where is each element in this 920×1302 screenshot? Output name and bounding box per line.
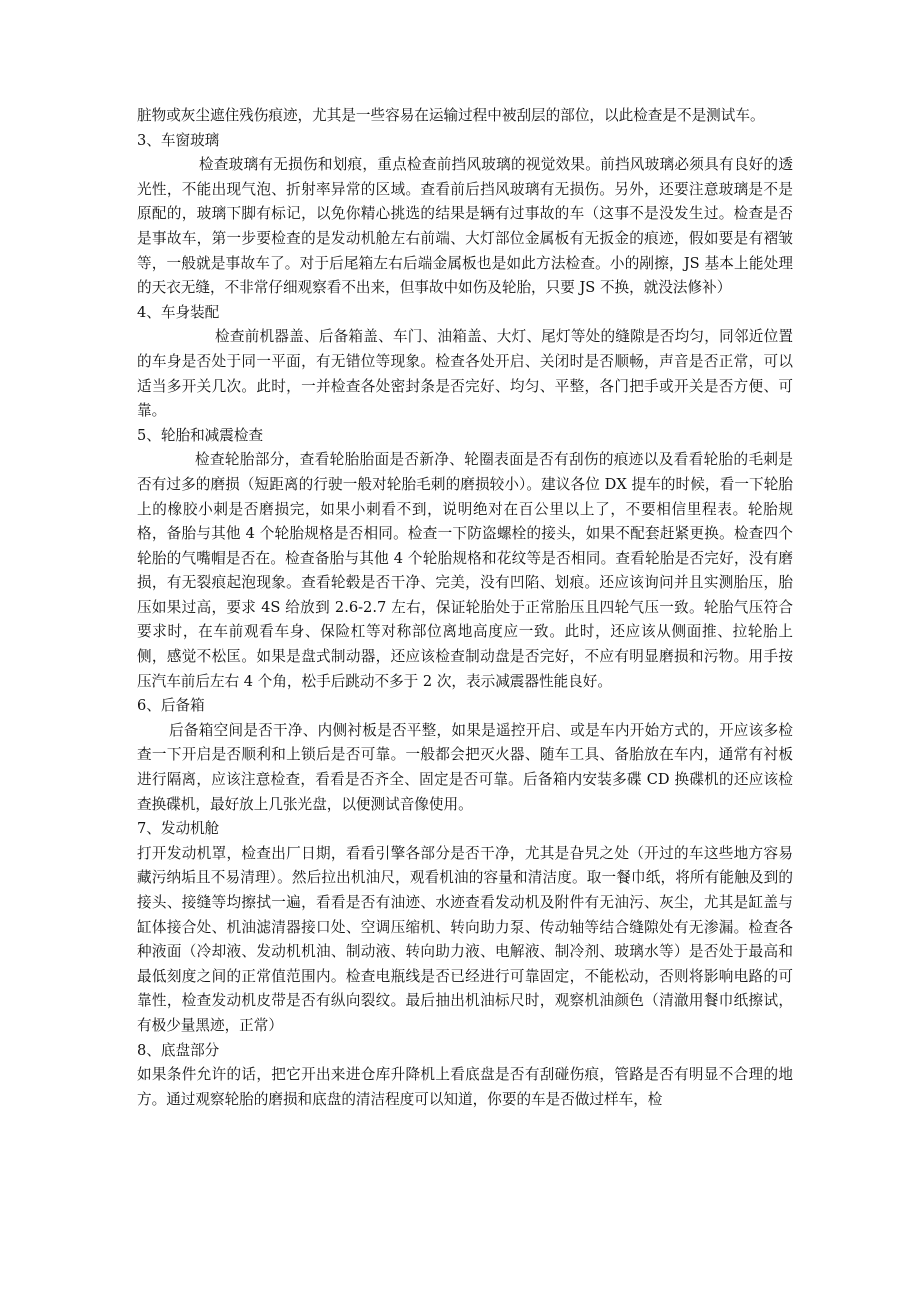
section-heading-engine-bay: 7、发动机舱 [137, 820, 220, 838]
section-body-car-window-glass: 检查玻璃有无损伤和划痕，重点检查前挡风玻璃的视觉效果。前挡风玻璃必须具有良好的透光性，不能出现气泡、折射率异常的区域。查看前后挡风玻璃有无损伤。另外，还要注意玻璃是不是原配的，玻璃下脚有标记，以免你精心挑选的结果是辆有过事故的车（这事不是没发生过。检查是否是事故车，第一步要检查的是发动机舱左右前端、大灯部位金属板有无扳金的痕迹，假如要是有褶皱等，一般就是事故车了。对于后尾箱左右后端金属板也是如此方法检查。小的剐擦，JS 基本上能处理的天衣无缝，不非常仔细观察看不出来，但事故中如伤及轮胎，只要 JS 不换，就没法修补） [137, 156, 793, 297]
document-page [137, 104, 793, 1112]
section-heading-car-window-glass: 3、车窗玻璃 [137, 131, 220, 149]
section-heading-tires-and-shocks: 5、轮胎和减震检查 [137, 426, 264, 444]
intro-paragraph: 脏物或灰尘遮住残伤痕迹，尤其是一些容易在运输过程中被刮层的部位，以此检查是不是测试车。 [137, 107, 765, 124]
section-body-body-assembly: 检查前机器盖、后备箱盖、车门、油箱盖、大灯、尾灯等处的缝隙是否均匀，同邻近位置的车身是否处于同一平面，有无错位等现象。检查各处开启、关闭时是否顺畅，声音是否正常，可以适当多开关几次。此时，一并检查各处密封条是否完好、均匀、平整，各门把手或开关是否方便、可靠。 [137, 328, 793, 420]
section-body-trunk: 后备箱空间是否干净、内侧衬板是否平整，如果是遥控开启、或是车内开始方式的，开应该多检查一下开启是否顺利和上锁后是否可靠。一般都会把灭火器、随车工具、备胎放在车内，通常有衬板进行隔离，应该注意检查，看看是否齐全、固定是否可靠。后备箱内安装多碟 CD 换碟机的还应该检查换碟机，最好放上几张光盘，以便测试音像使用。 [137, 721, 793, 813]
section-body-tires-and-shocks: 检查轮胎部分，查看轮胎胎面是否新净、轮圈表面是否有刮伤的痕迹以及看看轮胎的毛刺是否有过多的磨损（短距离的行驶一般对轮胎毛刺的磨损较小）。建议各位 DX 提车的时候，看一下轮胎上的橡胶小刺是否磨损完，如果小刺看不到，说明绝对在百公里以上了，不要相信里程表。轮胎规格，备胎与其他 4 个轮胎规格是否相同。检查一下防盗螺栓的接头，如果不配套赶紧更换。检查四个轮胎的气嘴帽是否在。检查备胎与其他 4 个轮胎规格和花纹等是否相同。查看轮胎是否完好，没有磨损，有无裂痕起泡现象。查看轮毂是否干净、完美，没有凹陷、划痕。还应该询问并且实测胎压，胎压如果过高，要求 4S 给放到 2.6-2.7 左右，保证轮胎处于正常胎压且四轮气压一致。轮胎气压符合要求时，在车前观看车身、保险杠等对称部位离地高度应一致。此时，还应该从侧面推、拉轮胎上侧，感觉不松匡。如果是盘式制动器，还应该检查制动盘是否完好，不应有明显磨损和污物。用手按压汽车前后左右 4 个角，松手后跳动不多于 2 次，表示减震器性能良好。 [137, 451, 793, 690]
section-heading-chassis: 8、底盘部分 [137, 1041, 220, 1059]
section-body-engine-bay: 打开发动机罩，检查出厂日期，看看引擎各部分是否干净，尤其是旮旯之处（开过的车这些地方容易藏污纳垢且不易清理）。然后拉出机油尺，观看机油的容量和清洁度。取一餐巾纸，将所有能触及到的接头、接缝等均擦拭一遍，看看是否有油迹、水迹查看发动机及附件有无油污、灰尘，尤其是缸盖与缸体接合处、机油滤清器接口处、空调压缩机、转向助力泵、传动轴等结合缝隙处有无渗漏。检查各种液面（冷却液、发动机机油、制动液、转向助力液、电解液、制冷剂、玻璃水等）是否处于最高和最低刻度之间的正常值范围内。检查电瓶线是否已经进行可靠固定，不能松动，否则将影响电路的可靠性，检查发动机皮带是否有纵向裂纹。最后抽出机油标尺时，观察机油颜色（清澈用餐巾纸擦试，有极少量黑迹，正常） [137, 844, 793, 1034]
section-heading-body-assembly: 4、车身装配 [137, 303, 220, 321]
section-heading-trunk: 6、后备箱 [137, 697, 205, 715]
section-body-chassis: 如果条件允许的话，把它开出来进仓库升降机上看底盘是否有刮碰伤痕，管路是否有明显不合理的地方。通过观察轮胎的磨损和底盘的清洁程度可以知道，你要的车是否做过样车，检 [137, 1066, 793, 1108]
